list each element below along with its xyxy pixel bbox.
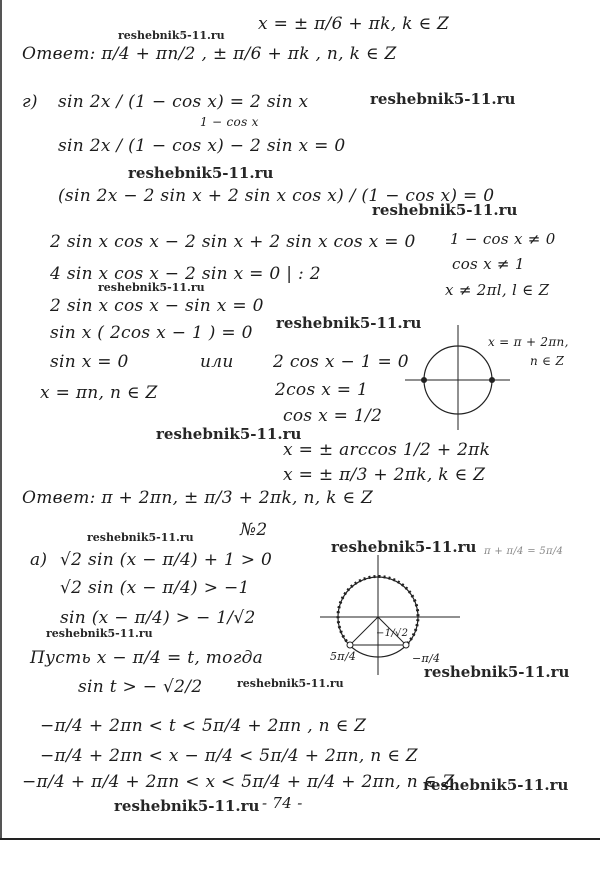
circle-2-left-label: 5π/4 <box>330 650 357 663</box>
answer-line-2: Ответ: π + 2πn, ± π/3 + 2πk, n, k ∈ Z <box>22 488 374 508</box>
circle-1-label-2: n ∈ Z <box>530 354 565 368</box>
watermark: reshebnik5-11.ru <box>237 677 344 690</box>
part-a-step-4: sin t > − √2/2 <box>78 677 203 697</box>
part-g-case-1-solution: x = πn, n ∈ Z <box>40 383 158 403</box>
part-a-step-7: −π/4 + π/4 + 2πn < x < 5π/4 + π/4 + 2πn, n ∈ Z <box>22 772 455 792</box>
part-g-step-6: sin x ( 2cos x − 1 ) = 0 <box>50 323 253 343</box>
watermark: reshebnik5-11.ru <box>424 663 570 681</box>
part-a-label: а) <box>30 550 48 570</box>
watermark: reshebnik5-11.ru <box>118 29 225 42</box>
watermark: reshebnik5-11.ru <box>423 776 569 794</box>
part-g-label: г) <box>22 92 38 112</box>
point-5pi-4 <box>347 642 353 648</box>
part-g-step-2: (sin 2x − 2 sin x + 2 sin x cos x) / (1 − cos x) = 0 <box>58 186 495 206</box>
point-minus-pi-4 <box>403 642 409 648</box>
part-g-multiplier: 1 − cos x <box>200 115 259 129</box>
answer-line-1: Ответ: π/4 + πn/2 , ± π/6 + πk , n, k ∈ Z <box>22 44 397 64</box>
watermark: reshebnik5-11.ru <box>370 90 516 108</box>
part-g-case-2: 2 cos x − 1 = 0 <box>273 352 409 372</box>
part-g-condition-2: cos x ≠ 1 <box>452 255 525 273</box>
part-a-step-3: Пусть x − π/4 = t, тогда <box>30 648 264 668</box>
part-a-step-5: −π/4 + 2πn < t < 5π/4 + 2πn , n ∈ Z <box>40 716 367 736</box>
part-g-step-4: 4 sin x cos x − 2 sin x = 0 | : 2 <box>50 264 321 284</box>
part-a-equation: √2 sin (x − π/4) + 1 > 0 <box>60 550 273 570</box>
part-a-step-6: −π/4 + 2πn < x − π/4 < 5π/4 + 2πn, n ∈ Z <box>40 746 418 766</box>
circle-2-right-label: −π/4 <box>412 652 441 665</box>
circle-2-top-label: π + π/4 = 5π/4 <box>484 546 564 557</box>
watermark: reshebnik5-11.ru <box>87 531 194 544</box>
watermark: reshebnik5-11.ru <box>114 797 260 815</box>
part-g-case-2-step-3: x = ± arccos 1/2 + 2πk <box>283 440 491 460</box>
top-solution-line: x = ± π/6 + πk, k ∈ Z <box>258 14 450 34</box>
point-pi <box>421 377 427 383</box>
part-g-or: или <box>200 352 234 372</box>
circle-1-label-1: x = π + 2πn, <box>488 335 569 349</box>
part-g-equation: sin 2x / (1 − cos x) = 2 sin x <box>58 92 309 112</box>
part-g-case-2-step-2: cos x = 1/2 <box>283 406 383 426</box>
watermark: reshebnik5-11.ru <box>372 201 518 219</box>
part-a-step-2: sin (x − π/4) > − 1/√2 <box>60 608 256 628</box>
part-g-condition-3: x ≠ 2πl, l ∈ Z <box>445 281 550 299</box>
circle-2-mid-label: −1/√2 <box>376 628 409 639</box>
problem-number: №2 <box>240 520 268 540</box>
part-g-step-1: sin 2x / (1 − cos x) − 2 sin x = 0 <box>58 136 346 156</box>
part-g-condition-1: 1 − cos x ≠ 0 <box>450 230 556 248</box>
part-g-step-3: 2 sin x cos x − 2 sin x + 2 sin x cos x = 0 <box>50 232 416 252</box>
radius-left <box>350 617 378 645</box>
watermark: reshebnik5-11.ru <box>46 627 153 640</box>
watermark: reshebnik5-11.ru <box>128 164 274 182</box>
watermark: reshebnik5-11.ru <box>276 314 422 332</box>
page-number: - 74 - <box>262 794 303 812</box>
part-a-step-1: √2 sin (x − π/4) > −1 <box>60 578 250 598</box>
part-g-case-1: sin x = 0 <box>50 352 129 372</box>
point-zero <box>489 377 495 383</box>
watermark: reshebnik5-11.ru <box>331 538 477 556</box>
page-bottom-edge <box>0 838 600 840</box>
part-g-case-2-step-1: 2cos x = 1 <box>275 380 369 400</box>
watermark: reshebnik5-11.ru <box>156 425 302 443</box>
part-g-case-2-step-4: x = ± π/3 + 2πk, k ∈ Z <box>283 465 486 485</box>
watermark: reshebnik5-11.ru <box>98 281 205 294</box>
page-left-edge <box>0 0 2 840</box>
part-g-step-5: 2 sin x cos x − sin x = 0 <box>50 296 264 316</box>
